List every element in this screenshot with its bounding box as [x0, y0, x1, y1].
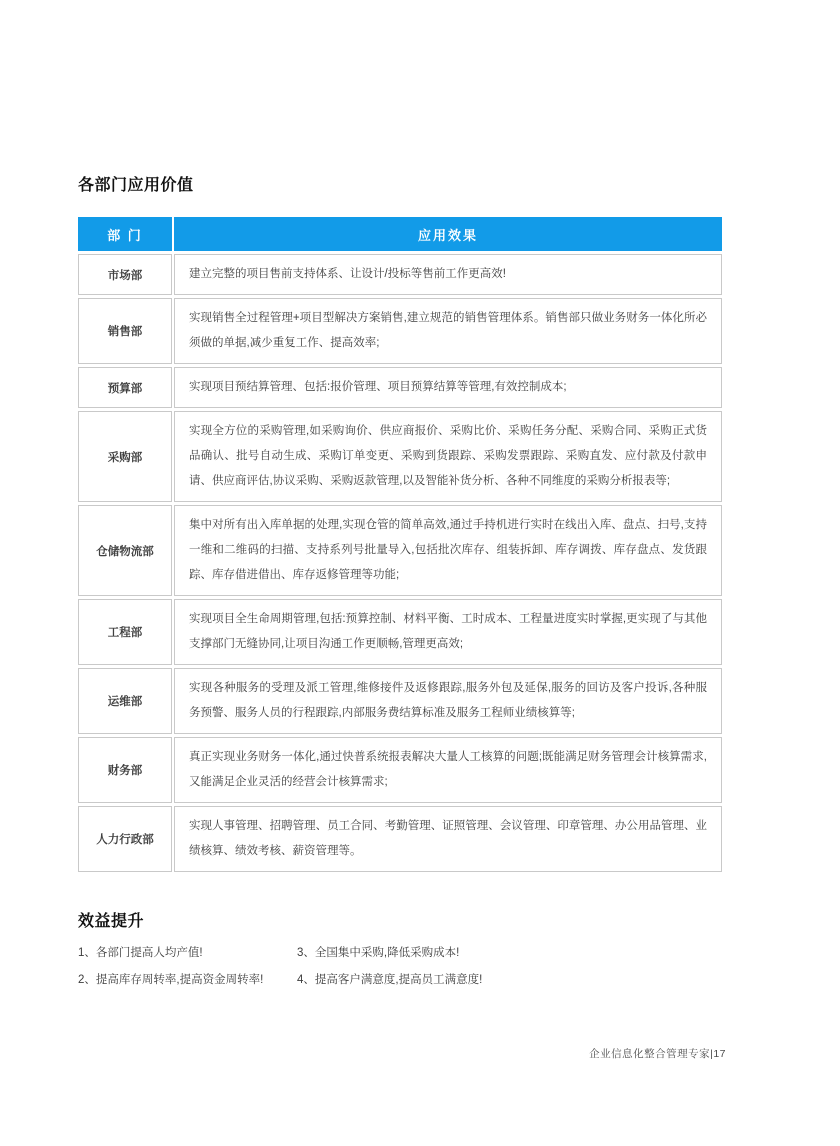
- dept-cell: 采购部: [78, 411, 172, 502]
- table-row: [78, 806, 722, 872]
- effect-cell: 实现全方位的采购管理,如采购询价、供应商报价、采购比价、采购任务分配、采购合同、采购正式货品确认、批号自动生成、采购订单变更、采购到货跟踪、采购发票跟踪、采购直发、应付款及付款申请、供应商评估,协议采购、采购返款管理,以及智能补货分析、各种不同维度的采购分析报表等;: [174, 411, 722, 502]
- dept-cell: 人力行政部: [78, 806, 172, 872]
- dept-cell: 预算部: [78, 367, 172, 408]
- effect-cell: 实现项目预结算管理、包括:报价管理、项目预算结算等管理,有效控制成本;: [174, 367, 722, 408]
- effect-cell: 实现人事管理、招聘管理、员工合同、考勤管理、证照管理、会议管理、印章管理、办公用品管理、业绩核算、绩效考核、薪资管理等。: [174, 806, 722, 872]
- benefits-list: [78, 946, 726, 1000]
- effect-cell: 实现项目全生命周期管理,包括:预算控制、材料平衡、工时成本、工程量进度实时掌握,更实现了与其他支撑部门无缝协同,让项目沟通工作更顺畅,管理更高效;: [174, 599, 722, 665]
- effect-cell: 实现各种服务的受理及派工管理,维修接件及返修跟踪,服务外包及延保,服务的回访及客户投诉,各种服务预警、服务人员的行程跟踪,内部服务费结算标准及服务工程师业绩核算等;: [174, 668, 722, 734]
- effect-cell: 实现销售全过程管理+项目型解决方案销售,建立规范的销售管理体系。销售部只做业务财务一体化所必须做的单据,减少重复工作、提高效率;: [174, 298, 722, 364]
- benefit-item: 4、提高客户满意度,提高员工满意度!: [297, 974, 483, 986]
- table-header-row: [78, 217, 722, 251]
- table-row: [78, 298, 722, 364]
- dept-cell: 运维部: [78, 668, 172, 734]
- table-row: [78, 254, 722, 295]
- benefits-column-left: [78, 946, 297, 1000]
- benefits-section: [78, 908, 726, 1000]
- dept-cell: 仓储物流部: [78, 505, 172, 596]
- dept-cell: 工程部: [78, 599, 172, 665]
- benefit-item: 1、各部门提高人均产值!: [78, 947, 203, 959]
- dept-cell: 市场部: [78, 254, 172, 295]
- page-content: [78, 172, 726, 1000]
- effect-cell: 集中对所有出入库单据的处理,实现仓管的简单高效,通过手持机进行实时在线出入库、盘点、扫号,支持一维和二维码的扫描、支持系列号批量导入,包括批次库存、组装拆卸、库存调拨、库存盘点、发货跟踪、库存借进借出、库存返修管理等功能;: [174, 505, 722, 596]
- dept-cell: 销售部: [78, 298, 172, 364]
- table-row: [78, 737, 722, 803]
- table-row: [78, 668, 722, 734]
- effect-cell: 真正实现业务财务一体化,通过快普系统报表解决大量人工核算的问题;既能满足财务管理会计核算需求,又能满足企业灵活的经营会计核算需求;: [174, 737, 722, 803]
- benefit-item: 3、全国集中采购,降低采购成本!: [297, 947, 460, 959]
- effect-cell: 建立完整的项目售前支持体系、让设计/投标等售前工作更高效!: [174, 254, 722, 295]
- table-header-effect: 应用效果: [174, 217, 722, 251]
- table-row: [78, 411, 722, 502]
- benefits-column-right: [297, 946, 482, 1000]
- table-row: [78, 367, 722, 408]
- page-footer: 企业信息化整合管理专家|17: [589, 1048, 726, 1060]
- benefits-title: 效益提升: [78, 913, 145, 930]
- table-row: [78, 505, 722, 596]
- table-row: [78, 599, 722, 665]
- benefit-item: 2、提高库存周转率,提高资金周转率!: [78, 974, 264, 986]
- department-value-table: [76, 214, 724, 875]
- page-title: 各部门应用价值: [78, 177, 194, 194]
- table-header-dept: 部 门: [78, 217, 172, 251]
- dept-cell: 财务部: [78, 737, 172, 803]
